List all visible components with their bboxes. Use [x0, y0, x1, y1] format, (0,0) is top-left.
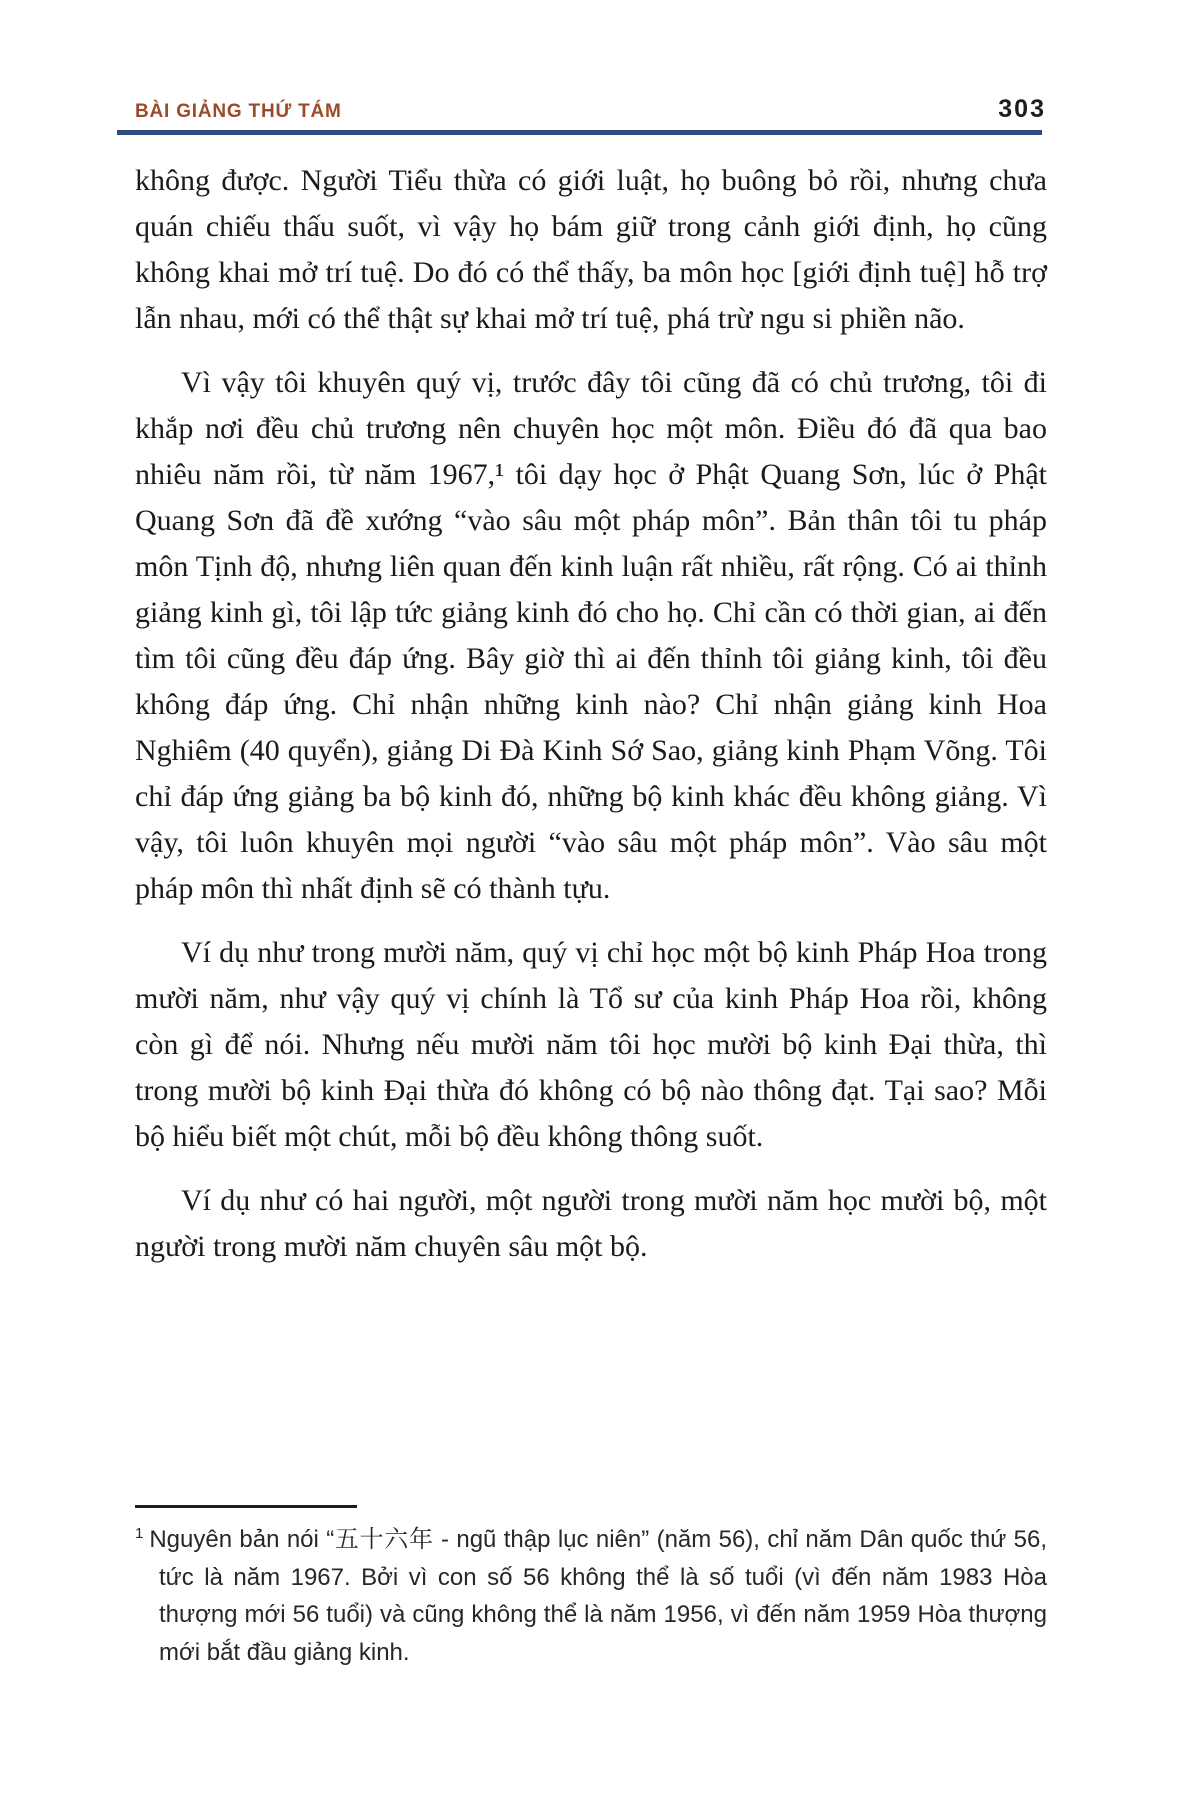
footnote-marker: 1 — [135, 1525, 144, 1542]
footnote-text-block — [135, 1521, 1047, 1671]
footnote-separator-rule — [135, 1505, 357, 1508]
page-number: 303 — [998, 95, 1046, 123]
body-text — [135, 158, 1047, 1270]
paragraph: Ví dụ như trong mười năm, quý vị chỉ học một bộ kinh Pháp Hoa trong mười năm, như vậy quý vị chính là Tổ sư của kinh Pháp Hoa rồi, không còn gì để nói. Nhưng nếu mười năm tôi học mười bộ kinh Đại thừa, thì trong mười bộ kinh Đại thừa đó không có bộ nào thông đạt. Tại sao? Mỗi bộ hiểu biết một chút, mỗi bộ đều không thông suốt. — [135, 936, 1047, 1153]
paragraph: Vì vậy tôi khuyên quý vị, trước đây tôi cũng đã có chủ trương, tôi đi khắp nơi đều chủ trương nên chuyên học một môn. Điều đó đã qua bao nhiêu năm rồi, từ năm 1967,¹ tôi dạy học ở Phật Quang Sơn, lúc ở Phật Quang Sơn đã đề xướng “vào sâu một pháp môn”. Bản thân tôi tu pháp môn Tịnh độ, nhưng liên quan đến kinh luận rất nhiều, rất rộng. Có ai thỉnh giảng kinh gì, tôi lập tức giảng kinh đó cho họ. Chỉ cần có thời gian, ai đến tìm tôi cũng đều đáp ứng. Bây giờ thì ai đến thỉnh tôi giảng kinh, tôi đều không đáp ứng. Chỉ nhận những kinh nào? Chỉ nhận giảng kinh Hoa Nghiêm (40 quyển), giảng Di Đà Kinh Sớ Sao, giảng kinh Phạm Võng. Tôi chỉ đáp ứng giảng ba bộ kinh đó, những bộ kinh khác đều không giảng. Vì vậy, tôi luôn khuyên mọi người “vào sâu một pháp môn”. Vào sâu một pháp môn thì nhất định sẽ có thành tựu. — [135, 366, 1047, 905]
running-header-title: BÀI GIẢNG THỨ TÁM — [135, 101, 342, 122]
paragraph: Ví dụ như có hai người, một người trong mười năm học mười bộ, một người trong mười năm chuyên sâu một bộ. — [135, 1184, 1047, 1263]
footnote-text: Nguyên bản nói “五十六年 - ngũ thập lục niên” (năm 56), chỉ năm Dân quốc thứ 56, tức là năm 1967. Bởi vì con số 56 không thể là số tuổi (vì đến năm 1983 Hòa thượng mới 56 tuổi) và cũng không thể là năm 1956, vì đến năm 1959 Hòa thượng mới bắt đầu giảng kinh. — [149, 1526, 1047, 1666]
header-rule — [117, 130, 1042, 135]
paragraph: không được. Người Tiểu thừa có giới luật, họ buông bỏ rồi, nhưng chưa quán chiếu thấu suốt, vì vậy họ bám giữ trong cảnh giới định, họ cũng không khai mở trí tuệ. Do đó có thể thấy, ba môn học [giới định tuệ] hỗ trợ lẫn nhau, mới có thể thật sự khai mở trí tuệ, phá trừ ngu si phiền não. — [135, 164, 1047, 335]
footnote — [135, 1505, 1047, 1671]
